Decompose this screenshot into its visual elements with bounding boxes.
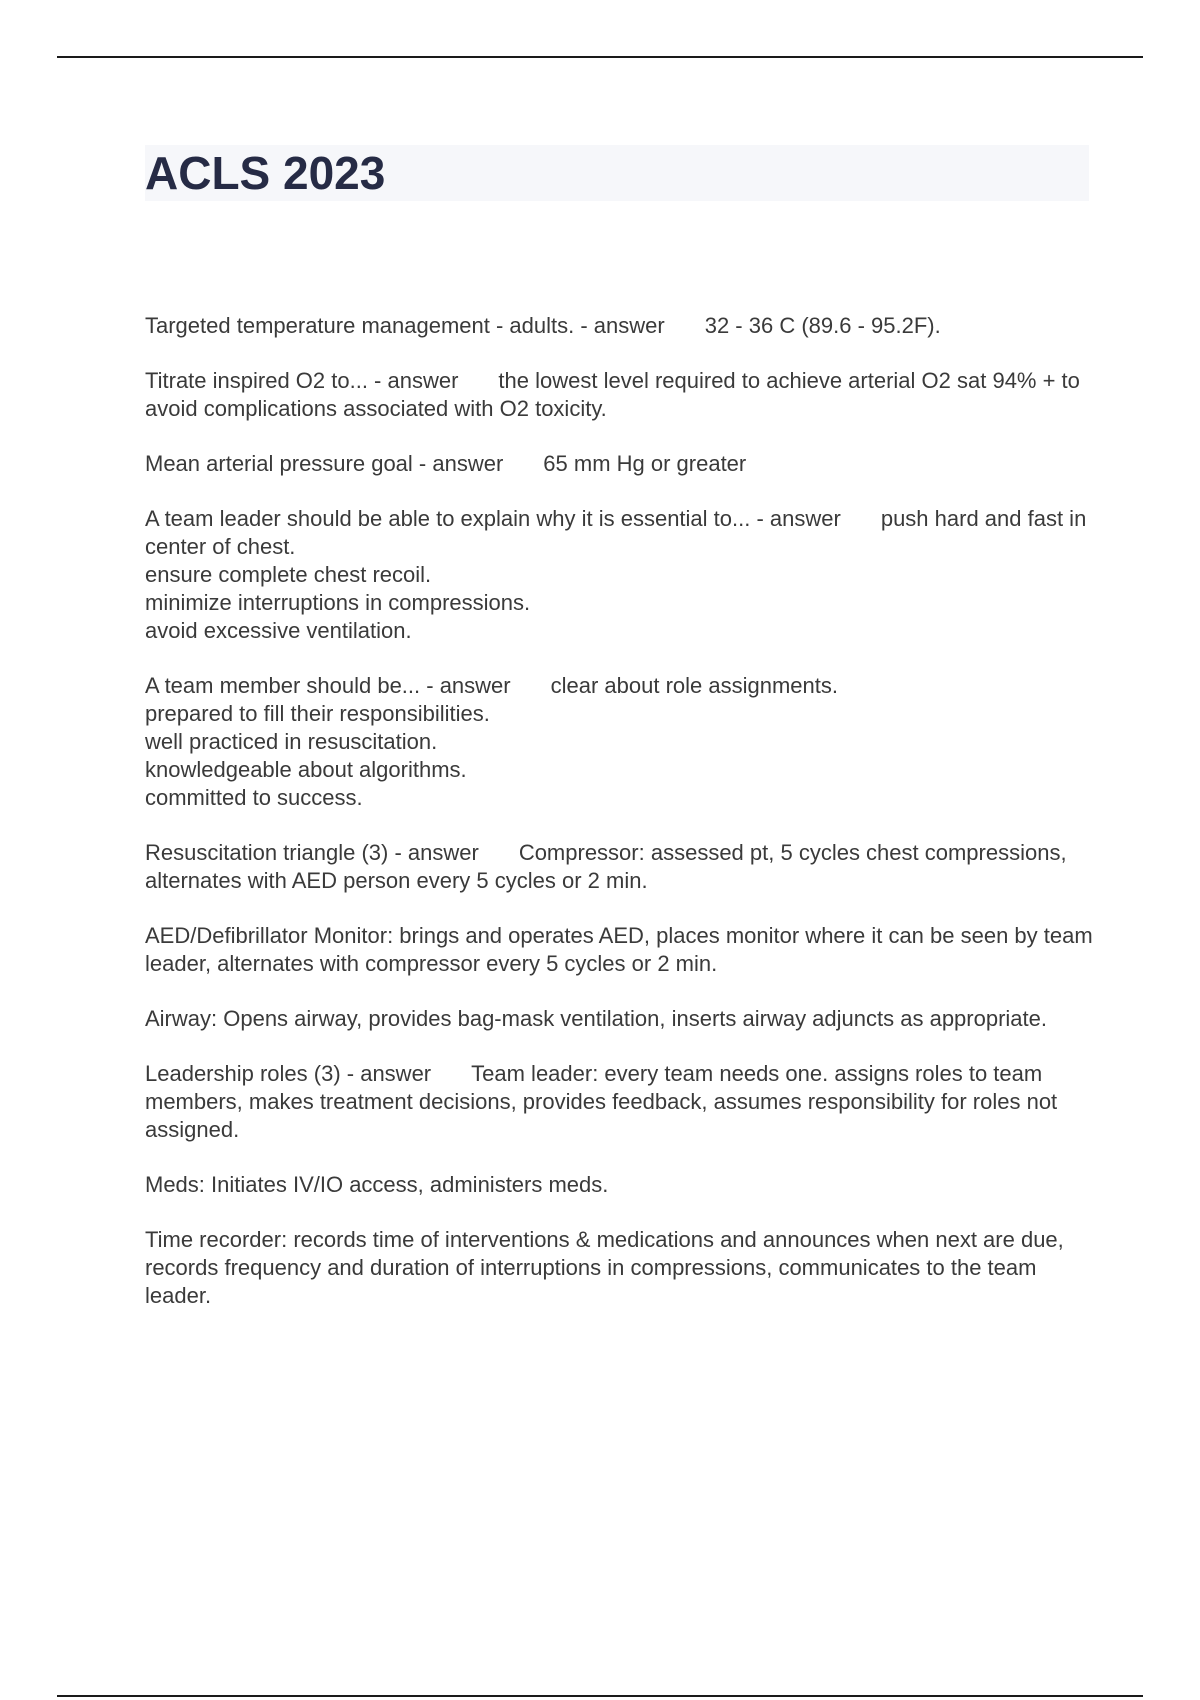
- entry-time-recorder-role: [145, 1226, 1095, 1310]
- entry-answer: Compressor: assessed pt, 5 cycles chest compressions, alternates with AED person every 5 cycles or 2 min.: [145, 840, 1067, 893]
- entry-airway-role: [145, 1005, 1095, 1033]
- entry-mean-arterial-pressure: [145, 450, 1095, 478]
- entry-answer: Time recorder: records time of interventions & medications and announces when next are due, records frequency and duration of interruptions in compressions, communicates to the team leader.: [145, 1227, 1064, 1308]
- entry-titrate-o2: [145, 367, 1095, 423]
- entry-team-leader: [145, 505, 1095, 645]
- entry-meds-role: [145, 1171, 1095, 1199]
- entry-answer: 32 - 36 C (89.6 - 95.2F).: [704, 313, 941, 338]
- entry-answer: Team leader: every team needs one. assigns roles to team members, makes treatment decisions, provides feedback, assumes responsibility for roles not assigned.: [145, 1061, 1058, 1142]
- page-title: ACLS 2023: [145, 147, 386, 199]
- entry-aed-role: [145, 922, 1095, 978]
- document-body: [145, 312, 1095, 1337]
- entry-answer: 65 mm Hg or greater: [543, 451, 747, 476]
- entry-question: A team member should be... - answer: [145, 673, 511, 698]
- entry-answer-line: ensure complete chest recoil.: [145, 562, 432, 587]
- entry-question: Mean arterial pressure goal - answer: [145, 451, 504, 476]
- entry-answer: Meds: Initiates IV/IO access, administers meds.: [145, 1172, 609, 1197]
- entry-answer-line: committed to success.: [145, 785, 363, 810]
- entry-answer: AED/Defibrillator Monitor: brings and operates AED, places monitor where it can be seen by team leader, alternates with compressor every 5 cycles or 2 min.: [145, 923, 1093, 976]
- entry-question: Resuscitation triangle (3) - answer: [145, 840, 479, 865]
- top-rule: [57, 56, 1143, 58]
- entry-team-member: [145, 672, 1095, 812]
- entry-answer: the lowest level required to achieve arterial O2 sat 94% + to avoid complications associated with O2 toxicity.: [145, 368, 1080, 421]
- bottom-rule: [57, 1695, 1143, 1697]
- entry-answer-line: prepared to fill their responsibilities.: [145, 701, 490, 726]
- entry-answer-line: avoid excessive ventilation.: [145, 618, 412, 643]
- entry-question: Titrate inspired O2 to... - answer: [145, 368, 459, 393]
- entry-answer: push hard and fast in center of chest.: [145, 506, 1087, 559]
- entry-question: Targeted temperature management - adults. - answer: [145, 313, 665, 338]
- entry-temperature: [145, 312, 1095, 340]
- entry-question: Leadership roles (3) - answer: [145, 1061, 432, 1086]
- entry-answer: clear about role assignments.: [550, 673, 838, 698]
- entry-leadership-roles: [145, 1060, 1095, 1144]
- entry-question: A team leader should be able to explain why it is essential to... - answer: [145, 506, 841, 531]
- entry-answer-line: well practiced in resuscitation.: [145, 729, 438, 754]
- entry-answer-line: knowledgeable about algorithms.: [145, 757, 467, 782]
- entry-resuscitation-triangle: [145, 839, 1095, 895]
- entry-answer-line: minimize interruptions in compressions.: [145, 590, 531, 615]
- entry-answer: Airway: Opens airway, provides bag-mask ventilation, inserts airway adjuncts as appropriate.: [145, 1006, 1047, 1031]
